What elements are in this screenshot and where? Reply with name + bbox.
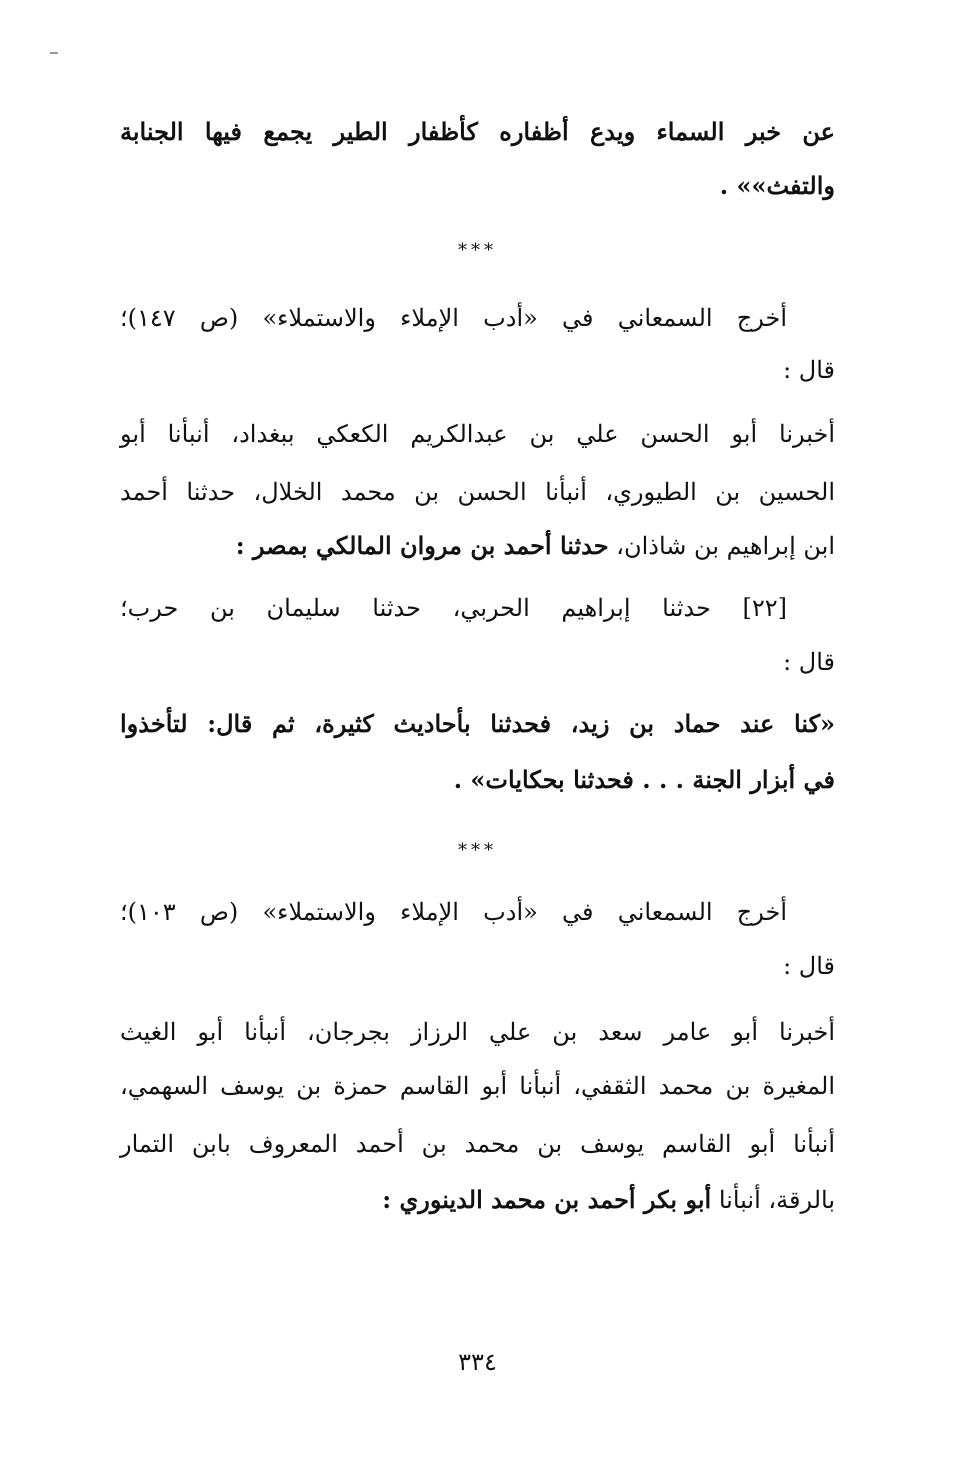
text-plain: بالرقة، أنبأنا [718,1186,835,1214]
page-number: ٣٣٤ [458,1348,497,1376]
text-line [120,526,835,566]
text-line: المغيرة بن محمد الثقفي، أنبأنا أبو القاسم حمزة بن يوسف السهمي، [120,1072,835,1100]
text-line: «كنا عند حماد بن زيد، فحدثنا بأحاديث كثيرة، ثم قال: لتأخذوا [120,709,835,738]
hadith-number-line: [٢٢] حدثنا إبراهيم الحربي، حدثنا سليمان بن حرب؛ [120,594,787,622]
text-line [120,1180,835,1220]
text-plain: ابن إبراهيم بن شاذان، [616,532,835,560]
text-bold: أبو بكر أحمد بن محمد الدينوري : [382,1185,712,1214]
text-line: قال : [783,356,835,384]
text-line: والتفث»» . [719,171,835,200]
text-line: أخرج السمعاني في «أدب الإملاء والاستملاء» (ص ١٤٧)؛ [120,304,787,332]
text-line: عن خبر السماء ويدع أظفاره كأظفار الطير يجمع فيها الجنابة [120,117,835,146]
text-line: في أبزار الجنة . . . فحدثنا بحكايات» . [453,765,835,794]
section-separator: *** [458,240,497,261]
text-line: أخرج السمعاني في «أدب الإملاء والاستملاء» (ص ١٠٣)؛ [120,898,787,926]
text-line: أخبرنا أبو الحسن علي بن عبدالكريم الكعكي ببغداد، أنبأنا أبو [120,420,835,448]
text-line: أنبأنا أبو القاسم يوسف بن محمد بن أحمد المعروف بابن التمار [120,1130,835,1158]
scan-mark [50,52,58,54]
text-line: قال : [783,952,835,980]
text-line: الحسين بن الطيوري، أنبأنا الحسن بن محمد الخلال، حدثنا أحمد [120,478,835,506]
text-line: قال : [783,648,835,676]
text-line: أخبرنا أبو عامر سعد بن علي الرزاز بجرجان، أنبأنا أبو الغيث [120,1018,835,1046]
section-separator: *** [458,840,497,861]
text-bold: حدثنا أحمد بن مروان المالكي بمصر : [235,531,609,560]
